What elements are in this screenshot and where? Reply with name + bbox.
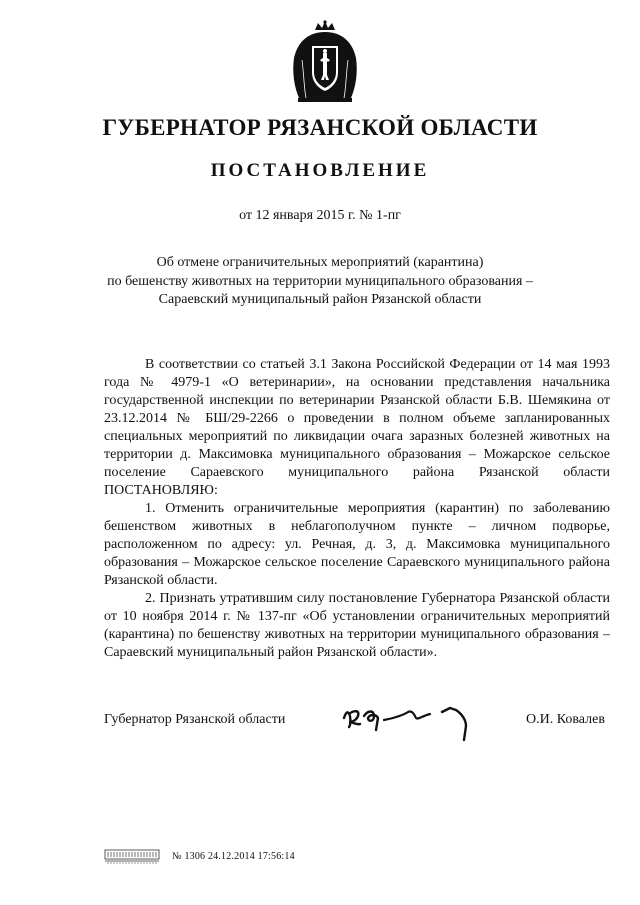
decision-item-2: 2. Признать утратившим силу постановление Губернатора Рязанской области от 10 ноября 2014 г. № 137-пг «Об установлении ограничительных мероприятий (карантина) по бешенству животных на территории муниципального образования – Сараевский муниципальный район Рязанской области». (104, 591, 610, 660)
subject-line: Об отмене ограничительных мероприятий (карантина) (156, 255, 484, 270)
subject-line: по бешенству животных на территории муниципального образования – (107, 273, 533, 289)
signatory-name: О.И. Ковалев (526, 712, 605, 727)
coat-of-arms-icon (290, 20, 360, 104)
print-stamp: № 1306 24.12.2014 17:56:14 (172, 850, 295, 862)
document-date-number: от 12 января 2015 г. № 1-пг (239, 208, 401, 223)
signatory-title: Губернатор Рязанской области (104, 712, 286, 727)
document-subject (0, 254, 640, 310)
printing-house-logo-icon (104, 848, 160, 864)
decision-item-1: 1. Отменить ограничительные мероприятия (карантин) по заболеванию бешенством животных в неблагополучном пункте – личном подворье, расположенном по адресу: ул. Речная, д. 3, д. Максимовка муниципального образования – Можарское сельское поселение Сараевского муниципального района Рязанской области. (104, 501, 610, 588)
handwritten-signature (338, 696, 488, 744)
subject-line: Сараевский муниципальный район Рязанской области (158, 292, 482, 307)
print-footer (104, 846, 295, 866)
organization-title: ГУБЕРНАТОР РЯЗАНСКОЙ ОБЛАСТИ (102, 115, 538, 140)
document-body (104, 356, 610, 662)
document-type: ПОСТАНОВЛЕНИЕ (210, 160, 430, 181)
preamble-paragraph: В соответствии со статьей 3.1 Закона Российской Федерации от 14 мая 1993 года № 4979-1 «О ветеринарии», на основании представления начальника государственной инспекции по ветеринарии Рязанской области Б.В. Шемякина от 23.12.2014 № БШ/29-2266 о проведении в полном объеме запланированных специальных мероприятий по ликвидации очага заразных болезней животных на территории д. Максимовка муниципального образования – Можарское сельское поселение Сараевского муниципального района Рязанской области ПОСТАНОВЛЯЮ: (104, 357, 610, 498)
